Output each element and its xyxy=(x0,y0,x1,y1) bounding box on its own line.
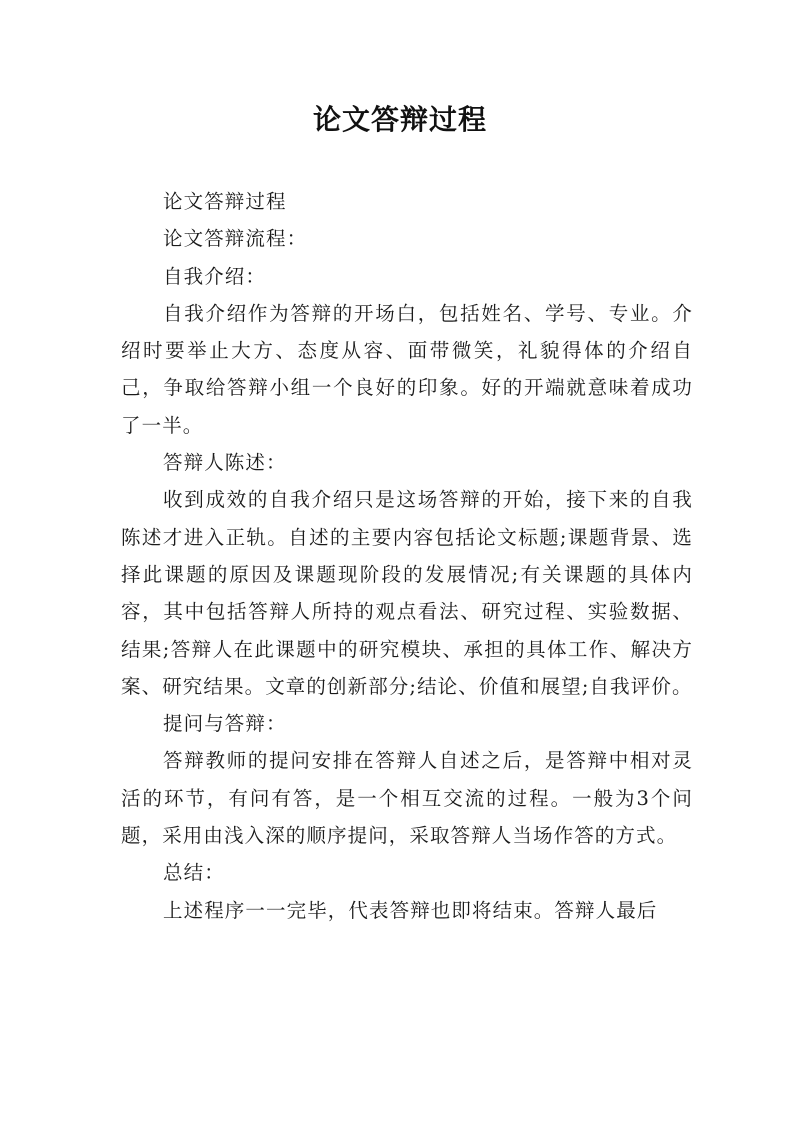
paragraph-summary: 上述程序一一完毕，代表答辩也即将结束。答辩人最后 xyxy=(163,898,658,922)
section-heading-qa: 提问与答辩： xyxy=(163,712,287,736)
paragraph-process-heading: 论文答辩流程： xyxy=(163,227,308,251)
paragraph-intro-heading: 论文答辩过程 xyxy=(163,190,287,213)
section-heading-statement: 答辩人陈述： xyxy=(163,451,287,475)
paragraph-statement: 收到成效的自我介绍只是这场答辩的开始，接下来的自我陈述才进入正轨。自述的主要内容包括论文标题;课题背景、选择此课题的原因及课题现阶段的发展情况;有关课题的具体内容，其中包括答辩人所持的观点看法、研究过程、实验数据、结果;答辩人在此课题中的研究模块、承担的具体工作、解决方案、研究结果。文章的创新部分;结论、价值和展望;自我评价。 xyxy=(121,488,693,698)
document-title: 论文答辩过程 xyxy=(312,103,487,136)
paragraph-qa: 答辩教师的提问安排在答辩人自述之后，是答辩中相对灵活的环节，有问有答，是一个相互交流的过程。一般为3个问题，采用由浅入深的顺序提问，采取答辩人当场作答的方式。 xyxy=(121,749,693,848)
document-body xyxy=(121,183,693,929)
paragraph-self-intro: 自我介绍作为答辩的开场白，包括姓名、学号、专业。介绍时要举止大方、态度从容、面带微笑，礼貌得体的介绍自己，争取给答辩小组一个良好的印象。好的开端就意味着成功了一半。 xyxy=(121,301,693,437)
section-heading-self-intro: 自我介绍： xyxy=(163,264,267,288)
section-heading-summary: 总结： xyxy=(163,861,225,885)
